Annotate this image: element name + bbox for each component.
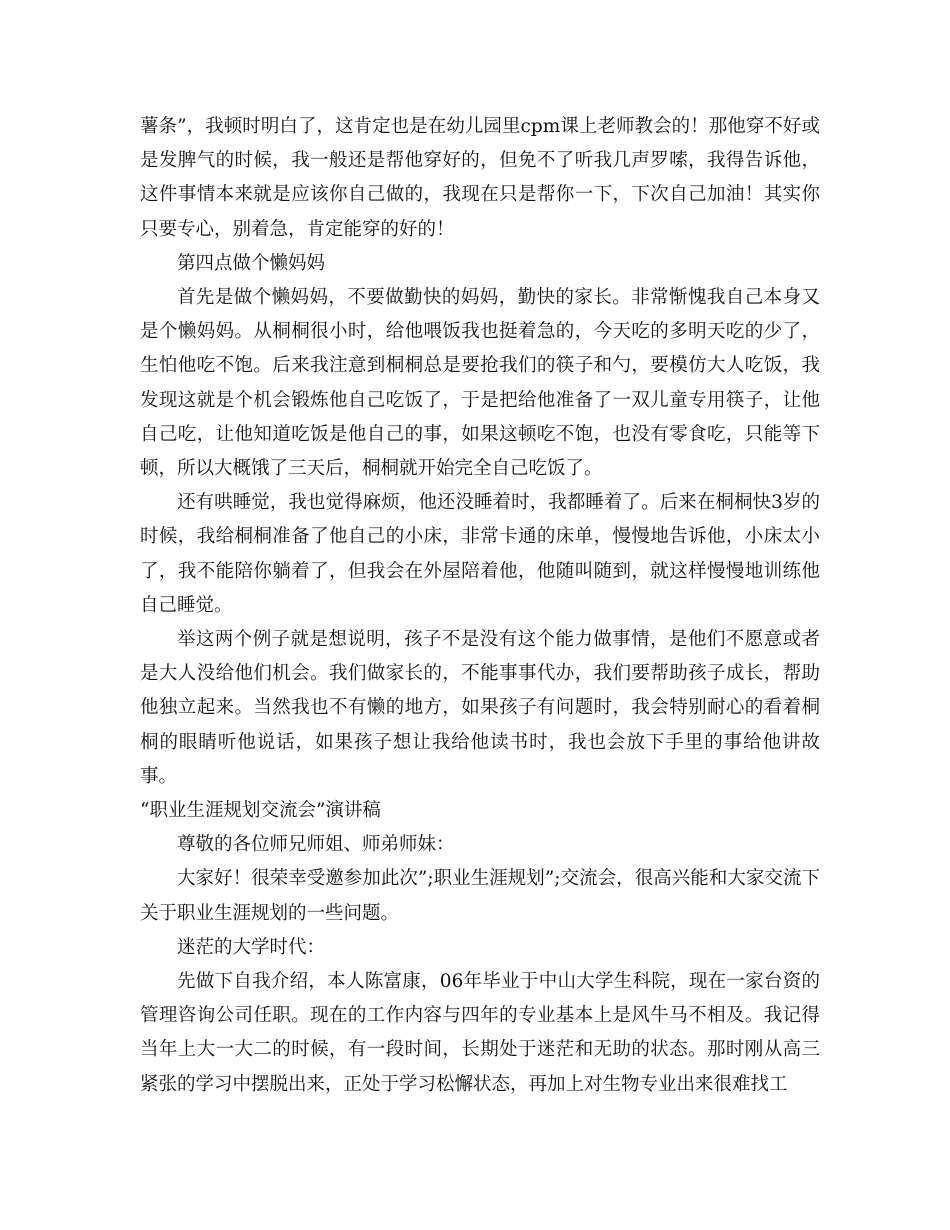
paragraph-continuation: 薯条”，我顿时明白了，这肯定也是在幼儿园里cpm课上老师教会的！那他穿不好或是发脾气的时候，我一般还是帮他穿好的，但免不了听我几声罗嗦，我得告诉他，这件事情本来就是应该你自己做的，我现在只是帮你一下，下次自己加油！其实你只要专心，别着急，肯定能穿的好的！	[140, 116, 820, 240]
paragraph: 先做下自我介绍，本人陈富康，06年毕业于中山大学生科院，现在一家台资的管理咨询公司任职。现在的工作内容与四年的专业基本上是风牛马不相及。我记得当年上大一大二的时候，有一段时间，长期处于迷茫和无助的状态。那时刚从高三紧张的学习中摆脱出来，正处于学习松懈状态，再加上对生物专业出来很难找工	[140, 971, 820, 1095]
document-body	[140, 110, 820, 1102]
paragraph: 首先是做个懒妈妈，不要做勤快的妈妈，勤快的家长。非常惭愧我自己本身又是个懒妈妈。从桐桐很小时，给他喂饭我也挺着急的，今天吃的多明天吃的少了，生怕他吃不饱。后来我注意到桐桐总是要抢我们的筷子和勺，要模仿大人吃饭，我发现这就是个机会锻炼他自己吃饭了，于是把给他准备了一双儿童专用筷子，让他自己吃，让他知道吃饭是他自己的事，如果这顿吃不饱，也没有零食吃，只能等下顿，所以大概饿了三天后，桐桐就开始完全自己吃饭了。	[140, 287, 820, 480]
salutation: 尊敬的各位师兄师姐、师弟师妹：	[177, 834, 455, 856]
paragraph: 大家好！很荣幸受邀参加此次”;职业生涯规划”;交流会，很高兴能和大家交流下关于职业生涯规划的一些问题。	[140, 868, 820, 924]
section-heading-college: 迷茫的大学时代：	[177, 936, 326, 958]
speech-title: “职业生涯规划交流会”演讲稿	[140, 800, 381, 822]
paragraph: 举这两个例子就是想说明，孩子不是没有这个能力做事情，是他们不愿意或者是大人没给他们机会。我们做家长的，不能事事代办，我们要帮助孩子成长，帮助他独立起来。当然我也不有懒的地方，如果孩子有问题时，我会特别耐心的看着桐桐的眼睛听他说话，如果孩子想让我给他读书时，我也会放下手里的事给他讲故事。	[140, 629, 820, 787]
section-heading-lazy-mom: 第四点做个懒妈妈	[177, 252, 326, 274]
paragraph: 还有哄睡觉，我也觉得麻烦，他还没睡着时，我都睡着了。后来在桐桐快3岁的时候，我给桐桐准备了他自己的小床，非常卡通的床单，慢慢地告诉他，小床太小了，我不能陪你躺着了，但我会在外屋陪着他，他随叫随到，就这样慢慢地训练他自己睡觉。	[140, 492, 820, 616]
